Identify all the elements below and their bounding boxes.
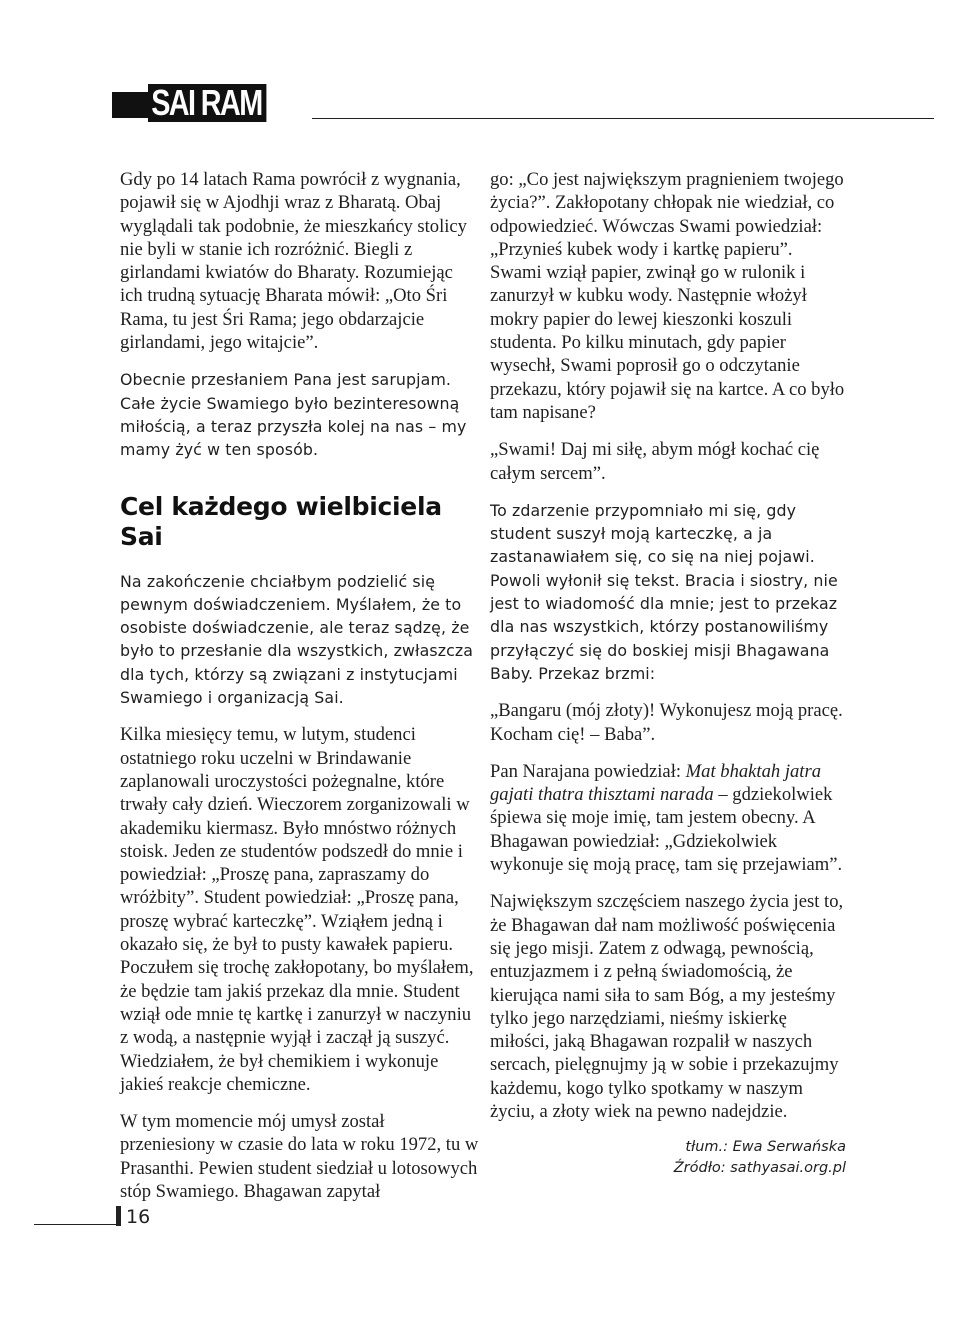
text-span: – gdziekolwiek śpiewa się moje imię, tam jestem obecny. A Bhagawan powiedział: „Gdziekolwiek wykonuje się moją pracę, tam się przejawiam”. — [490, 784, 843, 876]
paragraph: Gdy po 14 latach Rama powrócił z wygnania, pojawił się w Ajodhji wraz z Bharatą. Obaj wyglądali tak podobnie, że mieszkańcy stolicy nie byli w stanie ich rozróżnić. Biegli z girlandami kwiatów do Bharaty. Rozumiejąc ich trudną sytuację Bharata mówił: „Oto Śri Rama, tu jest Śri Rama; jego obdarzajcie girlandami, jego witajcie”. — [120, 169, 467, 354]
paragraph: Na zakończenie chciałbym podzielić się pewnym doświadczeniem. Myślałem, że to osobiste doświadczenie, ale teraz sądzę, że było to przesłanie dla wszystkich, zwłaszcza dla tych, którzy są związani z instytucjami Swamiego i organizacją Sai. — [120, 571, 474, 708]
quote: „Bangaru (mój złoty)! Wykonujesz moją pracę. Kocham cię! – Baba”. — [490, 700, 843, 745]
paragraph: Kilka miesięcy temu, w lutym, studenci ostatniego roku uczelni w Brindawanie zaplanowali uroczystości pożegnalne, które trwały cały dzień. Wieczorem zorganizowali w akademiku kiermasz. Było mnóstwo różnych stoisk. Jeden ze studentów podszedł do mnie i powiedział: „Proszę pana, zapraszamy do wróżbity”. Student powiedział: „Proszę pana, proszę wybrać karteczkę”. Wziąłem jedną i okazało się, że był to pusty kawałek papieru. Poczułem się trochę zakłopotany, bo myślałem, że będzie tam jakiś przekaz dla mnie. Student wziął ode mnie tę kartkę i zanurzył w naczyniu z wodą, a następnie wyjął i zaczął ją suszyć. Wiedziałem, że był chemikiem i wykonuje jakieś reakcje chemiczne. — [120, 724, 474, 1095]
section-heading: Cel każdego wielbiciela Sai — [120, 491, 442, 551]
page-header — [112, 82, 934, 123]
paragraph: W tym momencie mój umysł został przeniesiony w czasie do lata w roku 1972, tu w Prasanthi. Pewien student siedział u lotosowych stóp Swamiego. Bhagawan zapytał — [120, 1111, 479, 1202]
header-rule — [312, 118, 934, 119]
quote: „Swami! Daj mi siłę, abym mógł kochać cię całym sercem”. — [490, 439, 820, 484]
footer-rule — [34, 1224, 120, 1225]
paragraph: go: „Co jest największym pragnieniem twojego życia?”. Zakłopotany chłopak nie wiedział, co odpowiedzieć. Wówczas Swami powiedział: „Przynieś kubek wody i kartkę papieru”. Swami wziął papier, zwinął go w rulonik i zanurzył w kubku wody. Następnie włożył mokry papier do lewej kieszonki koszuli studenta. Po kilku minutach, gdy papier wysechł, Swami poprosił go o odczytanie przekazu, który pojawił się na kartce. A co było tam napisane? — [490, 169, 845, 423]
italic-phrase: Mat bhaktah jatra gajati thatra thisztami narada — [490, 760, 821, 806]
text-span: Pan Narajana powiedział: — [490, 760, 686, 782]
credits — [490, 1137, 846, 1179]
right-column — [490, 168, 846, 1179]
paragraph — [490, 760, 846, 876]
header-bar — [112, 92, 148, 118]
left-column — [120, 168, 480, 1217]
paragraph: Obecnie przesłaniem Pana jest sarupjam. Całe życie Swamiego było bezinteresowną miłością, a teraz przyszła kolej na nas – my mamy żyć w ten sposób. — [120, 370, 467, 460]
translator-credit: tłum.: Ewa Serwańska — [685, 1139, 846, 1156]
paragraph: Największym szczęściem naszego życia jest to, że Bhagawan dał nam możliwość poświęcenia się jego misji. Zatem z odwagą, pewnością, entuzjazmem i z pełną świadomością, że kierująca nami siła to sam Bóg, a my jesteśmy tylko jego narzędziami, nieśmy iskierkę miłości, jaką Bhagawan rozpalił w naszych sercach, pielęgnujmy ją w sobie i przekazujmy każdemu, kogo tylko spotkamy w naszym życiu, a złoty wiek na pewno nadejdzie. — [490, 891, 844, 1122]
source-credit: Źródło: sathyasai.org.pl — [673, 1160, 846, 1177]
page-number: 16 — [126, 1206, 151, 1228]
footer-tick — [116, 1206, 121, 1226]
paragraph: To zdarzenie przypomniało mi się, gdy student suszył moją karteczkę, a ja zastanawiałem się, co się na niej pojawi. Powoli wyłonił się tekst. Bracia i siostry, nie jest to wiadomość dla mnie; jest to przekaz dla nas wszystkich, którzy postanowiliśmy przyłączyć się do boskiej misji Bhagawana Baby. Przekaz brzmi: — [490, 500, 838, 683]
magazine-logo: SAI RAM — [148, 84, 266, 122]
